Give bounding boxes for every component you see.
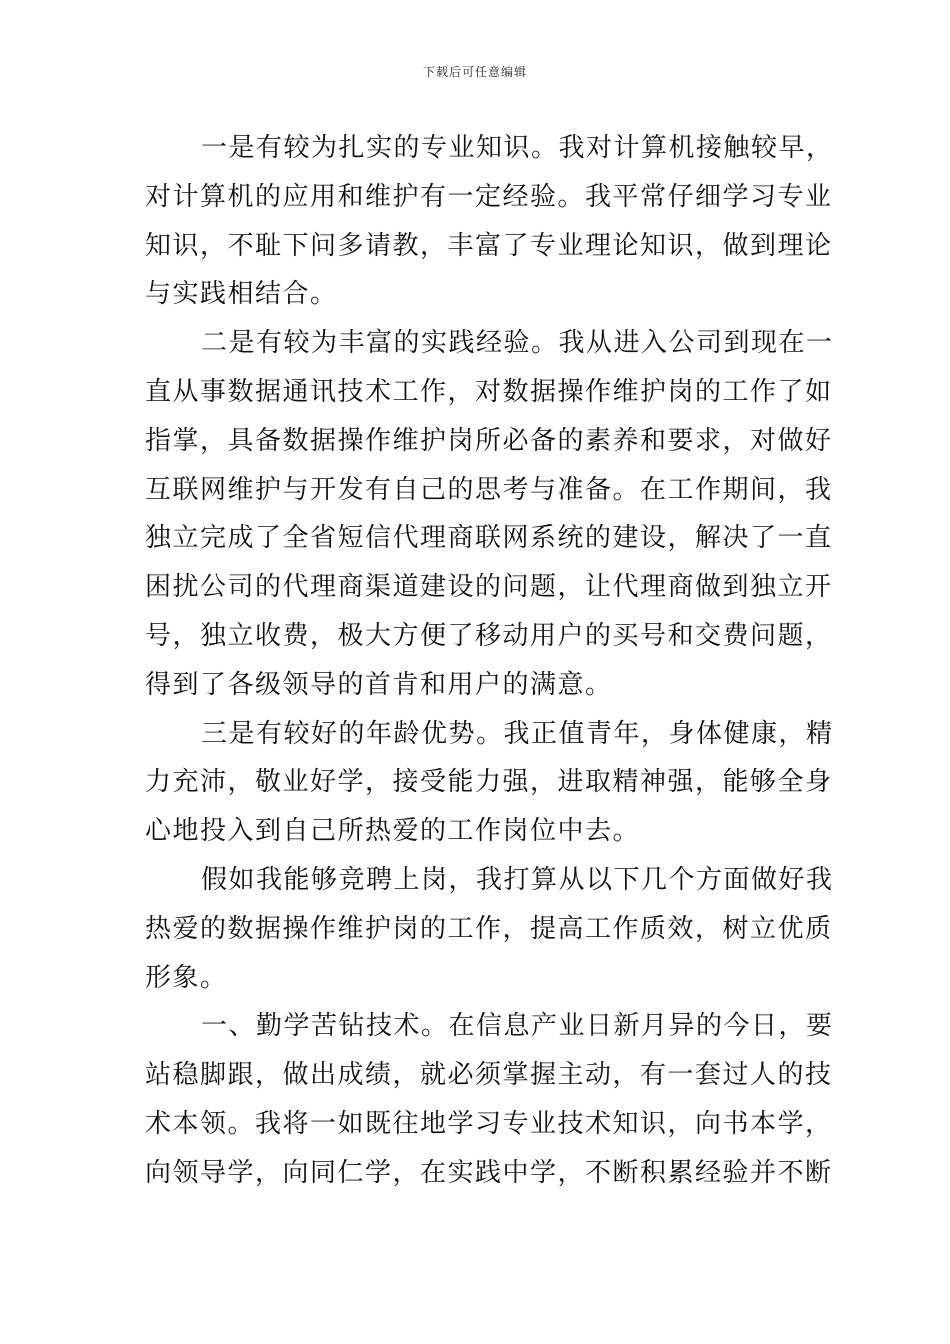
paragraph-line: 力充沛，敬业好学，接受能力强，进取精神强，能够全身 [145,767,833,798]
paragraph-line: 向领导学，向同仁学，在实践中学，不断积累经验并不断 [145,1157,833,1188]
paragraph-line: 互联网维护与开发有自己的思考与准备。在工作期间，我 [145,474,833,505]
paragraph-line: 指掌，具备数据操作维护岗所必备的素养和要求，对做好 [145,425,833,456]
paragraph-line: 与实践相结合。 [145,279,338,310]
paragraph-4 [145,856,834,1002]
page-header: 下载后可任意编辑 [422,65,527,79]
paragraph-line: 三是有较好的年龄优势。我正值青年，身体健康，精 [201,718,834,749]
paragraph-line: 站稳脚跟，做出成绩，就必须掌握主动，有一套过人的技 [145,1060,833,1091]
paragraph-line: 术本领。我将一如既往地学习专业技术知识，向书本学， [145,1108,833,1139]
paragraph-line: 心地投入到自己所热爱的工作岗位中去。 [145,816,641,847]
paragraph-line: 一是有较为扎实的专业知识。我对计算机接触较早， [201,133,834,163]
paragraph-5 [145,1002,834,1197]
paragraph-line: 一、勤学苦钻技术。在信息产业日新月异的今日，要 [201,1011,834,1042]
paragraph-line: 对计算机的应用和维护有一定经验。我平常仔细学习专业 [145,181,833,212]
paragraph-line: 得到了各级领导的首肯和用户的满意。 [145,669,613,700]
document-body [145,124,834,1198]
paragraph-line: 直从事数据通讯技术工作，对数据操作维护岗的工作了如 [145,376,833,407]
paragraph-line: 知识，不耻下问多请教，丰富了专业理论知识，做到理论 [145,230,833,261]
paragraph-line: 形象。 [145,962,228,993]
paragraph-line: 独立完成了全省短信代理商联网系统的建设，解决了一直 [145,523,833,554]
paragraph-line: 热爱的数据操作维护岗的工作，提高工作质效，树立优质 [145,913,833,944]
paragraph-2 [145,319,834,709]
paragraph-line: 困扰公司的代理商渠道建设的问题，让代理商做到独立开 [145,572,833,603]
paragraph-line: 号，独立收费，极大方便了移动用户的买号和交费问题， [145,620,833,651]
paragraph-line: 假如我能够竞聘上岗，我打算从以下几个方面做好我 [201,864,834,895]
paragraph-1 [145,124,834,319]
paragraph-3 [145,710,834,856]
paragraph-line: 二是有较为丰富的实践经验。我从进入公司到现在一 [201,328,834,359]
